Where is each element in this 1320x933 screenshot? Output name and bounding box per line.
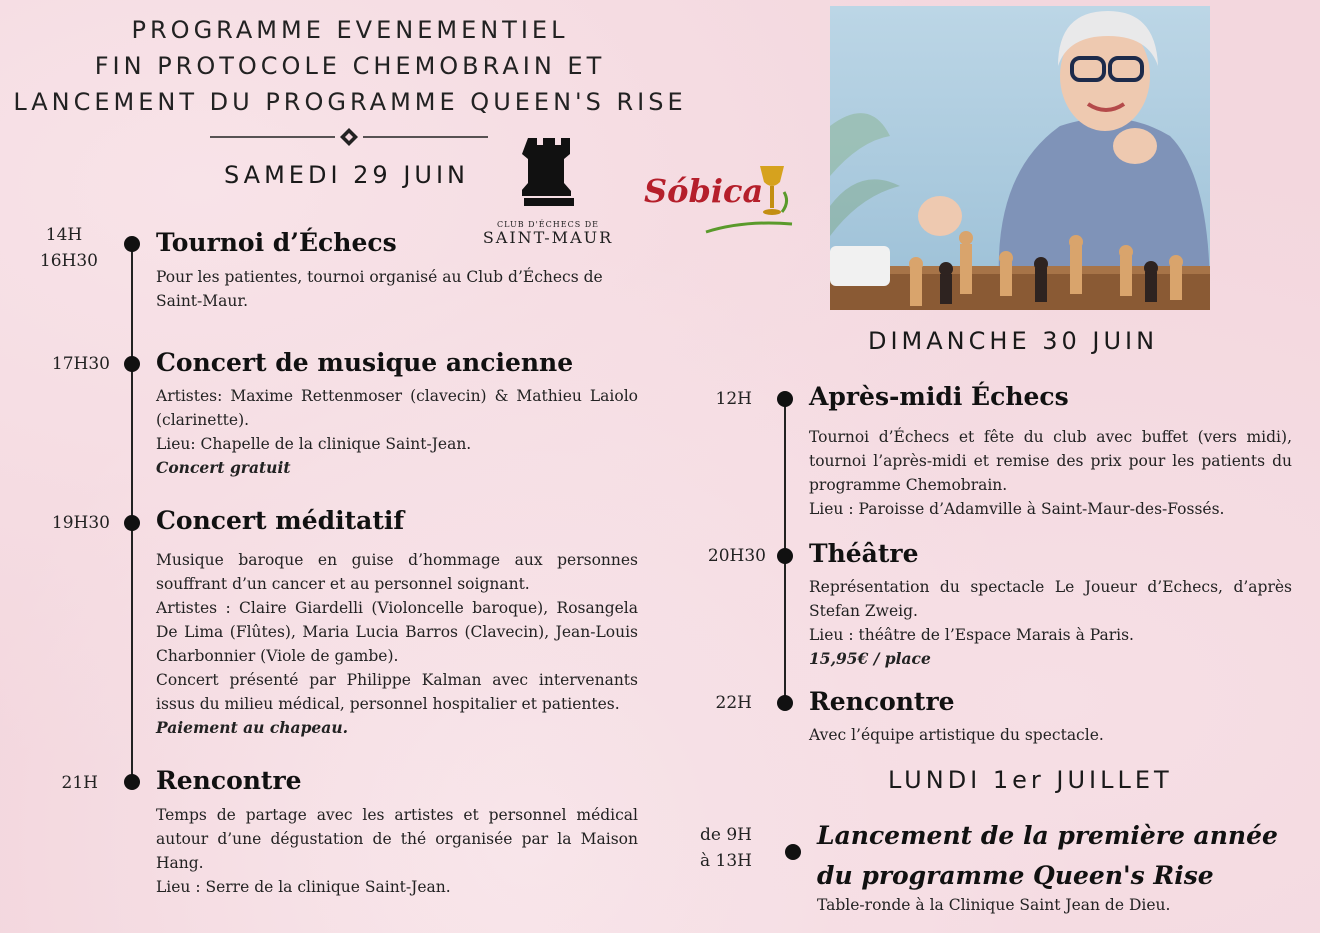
event-time-end: à 13H <box>700 851 752 871</box>
ornament-divider <box>210 127 488 147</box>
event-time: 12H <box>715 389 752 409</box>
event-time: 20H30 <box>707 546 766 566</box>
page-title <box>0 12 700 120</box>
event-title: Rencontre <box>156 766 302 795</box>
event-description-line: Pour les patientes, tournoi organisé au Club d’Échecs de Saint-Maur. <box>156 268 603 310</box>
event-price-note: 15,95€ / place <box>809 649 931 668</box>
event-description <box>156 384 638 480</box>
event-title-line: Lancement de la première année <box>817 821 1278 850</box>
timeline-dot <box>777 548 793 564</box>
event-title: Rencontre <box>809 687 955 716</box>
timeline-dot <box>124 236 140 252</box>
event-description-line: Lieu : Paroisse d’Adamville à Saint-Maur-des-Fossés. <box>809 500 1225 518</box>
title-line-3: LANCEMENT DU PROGRAMME QUEEN'S RISE <box>13 88 687 116</box>
event-description-line: Artistes: Maxime Rettenmoser (clavecin) & Mathieu Laiolo (clarinette). <box>156 387 638 429</box>
woman-playing-chess-image <box>830 6 1210 310</box>
timeline-dot <box>777 695 793 711</box>
event-description-line: Lieu : Serre de la clinique Saint-Jean. <box>156 878 451 896</box>
event-title: Concert méditatif <box>156 506 405 535</box>
sobica-logo <box>644 162 794 242</box>
event-description-line: Artistes : Claire Giardelli (Violoncelle baroque), Rosangela De Lima (Flûtes), Maria Lucia Barros (Clavecin), Jean-Louis Charbonnier (Viole de gambe). <box>156 599 638 665</box>
event-title-line: du programme Queen's Rise <box>817 861 1214 890</box>
event-description-line: Avec l’équipe artistique du spectacle. <box>809 726 1104 744</box>
event-description-line: Lieu: Chapelle de la clinique Saint-Jean. <box>156 435 472 453</box>
event-time: 17H30 <box>51 354 110 374</box>
goblet-icon <box>754 162 790 224</box>
event-title: Théâtre <box>809 539 919 568</box>
event-title: Tournoi d’Échecs <box>156 228 397 257</box>
leaf-swoosh-icon <box>704 218 794 236</box>
event-time: 21H <box>61 773 98 793</box>
saturday-heading: SAMEDI 29 JUIN <box>224 161 469 189</box>
chess-player-photo <box>830 6 1210 310</box>
event-time: 22H <box>715 693 752 713</box>
title-line-2: FIN PROTOCOLE CHEMOBRAIN ET <box>94 52 606 80</box>
event-time <box>700 822 770 874</box>
saturday-timeline-line <box>131 244 133 784</box>
event-price-note: Concert gratuit <box>156 458 291 477</box>
club-logo-name: SAINT-MAUR <box>482 228 614 247</box>
event-time: 19H30 <box>51 513 110 533</box>
timeline-dot <box>124 356 140 372</box>
event-description <box>156 548 638 740</box>
event-description <box>809 425 1292 521</box>
event-description-line: Représentation du spectacle Le Joueur d’Echecs, d’après Stefan Zweig. <box>809 578 1292 620</box>
rook-icon <box>522 136 576 208</box>
event-title: Après-midi Échecs <box>809 382 1069 411</box>
sunday-heading: DIMANCHE 30 JUIN <box>868 327 1159 355</box>
timeline-dot <box>124 515 140 531</box>
event-description <box>809 723 1292 747</box>
event-time-start: de 9H <box>700 825 752 845</box>
event-description-line: Tournoi d’Échecs et fête du club avec buffet (vers midi), tournoi l’après-midi et remise des prix pour les patients du programme Chemobrain. <box>809 428 1292 494</box>
event-description-line: Lieu : théâtre de l’Espace Marais à Paris. <box>809 626 1134 644</box>
timeline-dot <box>785 844 801 860</box>
club-logo <box>478 136 618 248</box>
event-description <box>156 265 638 313</box>
event-description: Table-ronde à la Clinique Saint Jean de Dieu. <box>817 896 1171 914</box>
event-description-line: Concert présenté par Philippe Kalman avec intervenants issus du milieu médical, personnel hospitalier et patientes. <box>156 671 638 713</box>
event-price-note: Paiement au chapeau. <box>156 718 348 737</box>
club-logo-subtitle: CLUB D'ÉCHECS DE <box>497 220 599 229</box>
event-time <box>30 222 98 274</box>
event-title <box>817 816 1278 896</box>
event-title: Concert de musique ancienne <box>156 348 574 377</box>
event-description-line: Musique baroque en guise d’hommage aux personnes souffrant d’un cancer et au personnel soignant. <box>156 551 638 593</box>
event-description <box>156 803 638 899</box>
event-description <box>809 575 1292 671</box>
sobica-logo-text: Sóbica <box>644 172 764 210</box>
event-description-line: Temps de partage avec les artistes et personnel médical autour d’une dégustation de thé organisée par la Maison Hang. <box>156 806 638 872</box>
timeline-dot <box>124 774 140 790</box>
title-line-1: PROGRAMME EVENEMENTIEL <box>131 16 569 44</box>
event-time-end: 16H30 <box>39 251 98 271</box>
monday-heading: LUNDI 1er JUILLET <box>888 766 1173 794</box>
timeline-dot <box>777 391 793 407</box>
event-time-start: 14H <box>45 225 83 245</box>
